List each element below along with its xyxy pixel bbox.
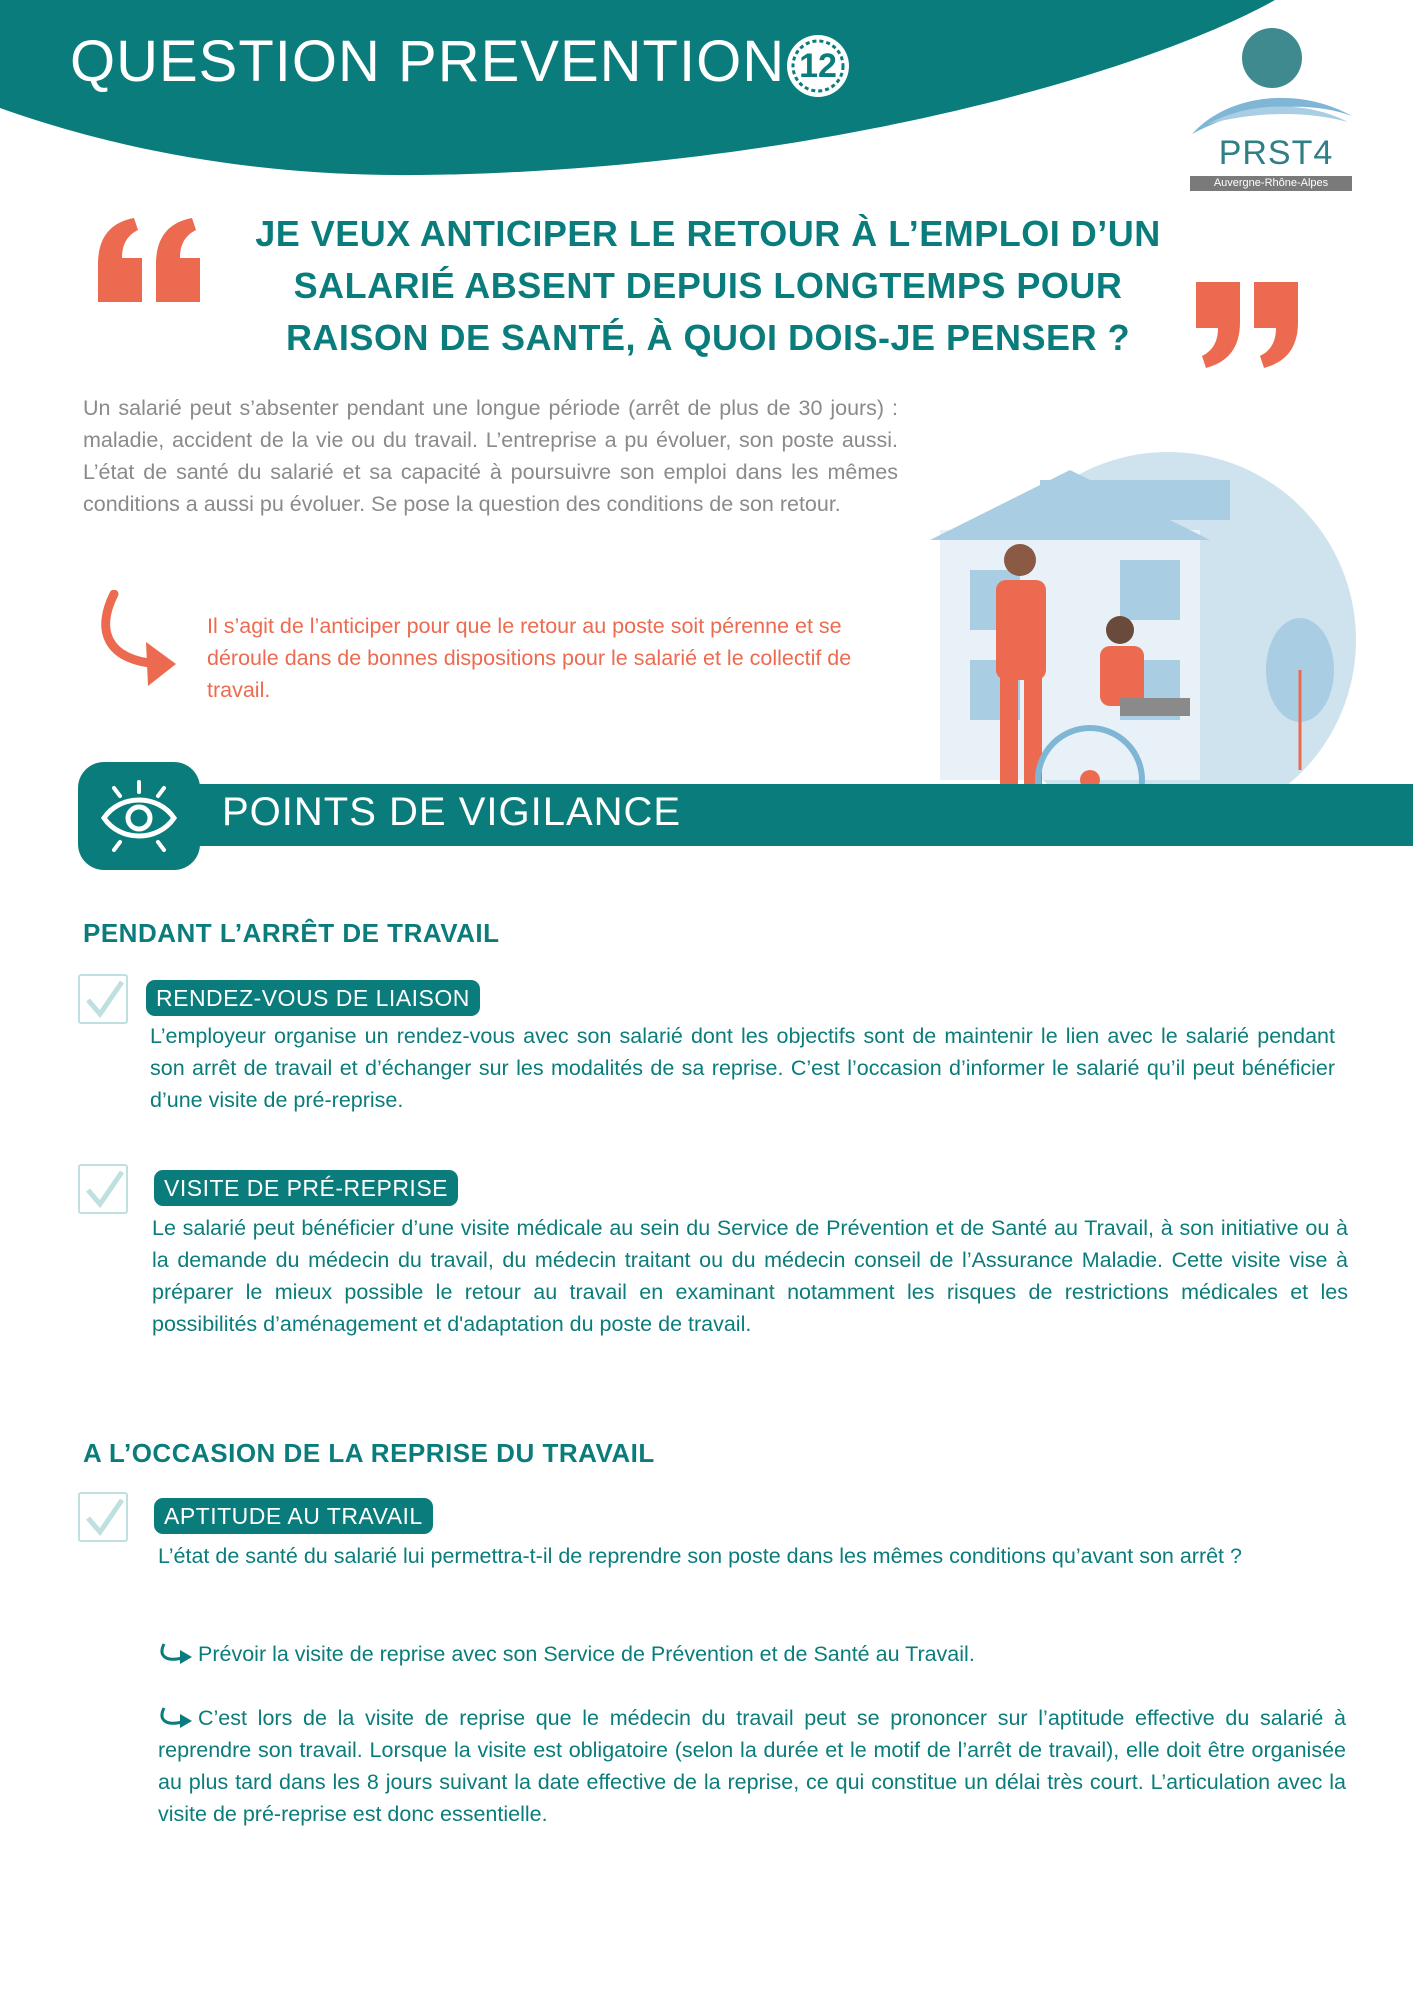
check-icon: [80, 976, 126, 1022]
checkbox-pre-reprise: [78, 1164, 128, 1214]
logo-icon: [1188, 24, 1354, 136]
label-aptitude: APTITUDE AU TRAVAIL: [154, 1498, 433, 1534]
label-rendez-vous: RENDEZ-VOUS DE LIAISON: [146, 980, 480, 1016]
text-pre-reprise: Le salarié peut bénéficier d’une visite médicale au sein du Service de Prévention et de Santé au Travail, à son initiative ou à la demande du médecin du travail, du médecin traitant ou du médecin conseil de l’Assurance Maladie. Cette visite vise à préparer le mieux possible le retour au travail en examinant notamment les risques de restrictions médicales et les possibilités d’aménagement et d'adaptation du poste de travail.: [152, 1216, 1348, 1336]
intro-paragraph: Un salarié peut s’absenter pendant une longue période (arrêt de plus de 30 jours) : maladie, accident de la vie ou du travail. L’entreprise a pu évoluer, son poste aussi. L’état de santé du salarié et sa capacité à poursuivre son emploi dans les mêmes conditions a aussi pu évoluer. Se pose la question des conditions de son retour.: [83, 396, 898, 516]
close-quote-icon: [1188, 282, 1308, 368]
section-title: POINTS DE VIGILANCE: [222, 790, 682, 834]
checkbox-liaison: [78, 974, 128, 1024]
bullet-aptitude-effective: [158, 1702, 1346, 1830]
checkbox-aptitude: [78, 1492, 128, 1542]
bullet-text-1: Prévoir la visite de reprise avec son Service de Prévention et de Santé au Travail.: [198, 1642, 975, 1666]
page-title: QUESTION PREVENTION: [70, 29, 786, 94]
curved-arrow-icon: [96, 590, 196, 690]
label-pre-reprise: VISITE DE PRÉ-REPRISE: [154, 1170, 458, 1206]
eye-icon: [98, 778, 180, 854]
check-icon: [80, 1166, 126, 1212]
bullet-text-2: C’est lors de la visite de reprise que le médecin du travail peut se prononcer sur l’aptitude effective du salarié à reprendre son travail. Lorsque la visite est obligatoire (selon la durée et le motif de l’arrêt de travail), elle doit être organisée au plus tard dans les 8 jours suivant la date effective de la reprise, ce qui constitue un délai très court. L’articulation avec la visite de pré-reprise est donc essentielle.: [158, 1706, 1346, 1826]
subheading-pendant: PENDANT L’ARRÊT DE TRAVAIL: [83, 918, 500, 948]
logo-text: PRST4: [1218, 134, 1334, 172]
main-question: JE VEUX ANTICIPER LE RETOUR À L’EMPLOI D’UN SALARIÉ ABSENT DEPUIS LONGTEMPS POUR RAISON DE SANTÉ, À QUOI DOIS-JE PENSER ?: [255, 213, 1161, 358]
bullet-visite-reprise: [158, 1638, 1346, 1670]
highlight-text: Il s’agit de l’anticiper pour que le retour au poste soit pérenne et se déroule dans de bonnes dispositions pour le salarié et le collectif de travail.: [207, 614, 852, 702]
open-quote-icon: [90, 218, 210, 304]
subheading-reprise: A L’OCCASION DE LA REPRISE DU TRAVAIL: [83, 1438, 655, 1468]
logo-region: Auvergne-Rhône-Alpes: [1190, 176, 1352, 191]
check-icon: [80, 1494, 126, 1540]
return-arrow-icon: [158, 1706, 198, 1728]
question-number: 12: [799, 47, 837, 85]
return-arrow-icon: [158, 1642, 198, 1664]
text-aptitude: L’état de santé du salarié lui permettra-t-il de reprendre son poste dans les mêmes conditions qu’avant son arrêt ?: [158, 1544, 1242, 1568]
text-rendez-vous: L’employeur organise un rendez-vous avec son salarié dont les objectifs sont de maintenir le lien avec le salarié pendant son arrêt de travail et d’échanger sur les modalités de sa reprise. C’est l’occasion d’informer le salarié qu’il peut bénéficier d’une visite de pré-reprise.: [150, 1024, 1335, 1112]
